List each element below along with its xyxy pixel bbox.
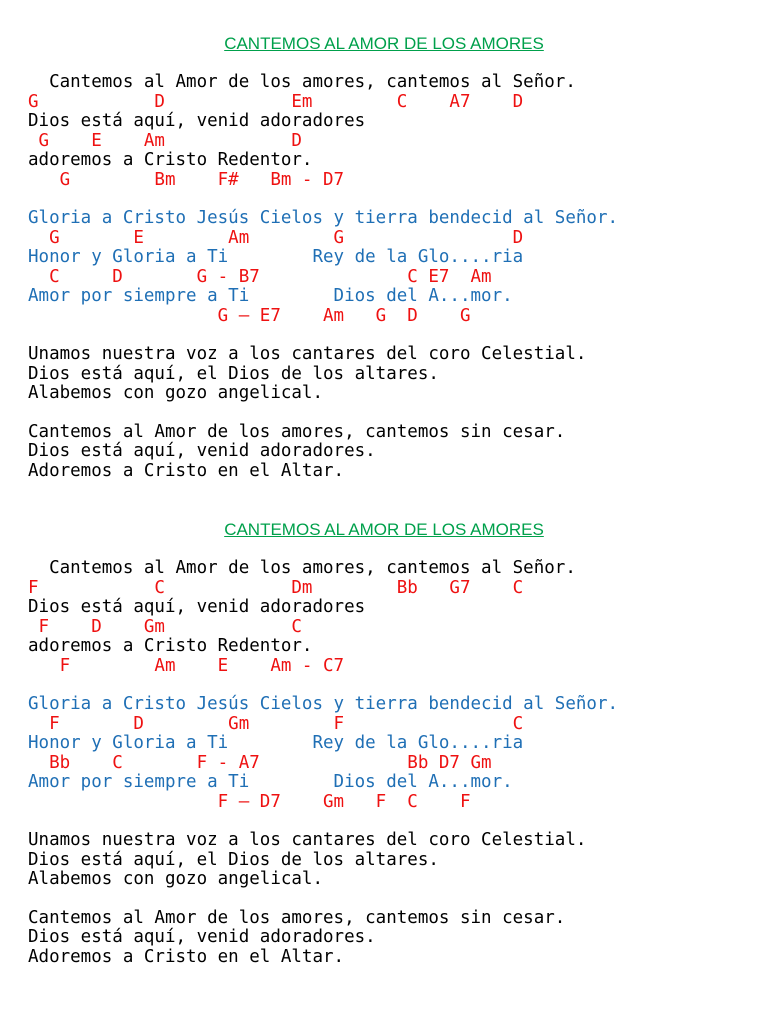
lyric-line: Alabemos con gozo angelical. — [28, 869, 324, 889]
chord-line: F C Dm Bb G7 C — [28, 578, 524, 598]
chord-line: C D G - B7 C E7 Am — [28, 267, 492, 287]
lyric-line: adoremos a Cristo Redentor. — [28, 150, 313, 170]
lyric-line: Unamos nuestra voz a los cantares del coro Celestial. — [28, 830, 587, 850]
lyric-line: Alabemos con gozo angelical. — [28, 383, 324, 403]
chord-line: F D Gm C — [28, 617, 302, 637]
chorus-line: Honor y Gloria a Ti Rey de la Glo....ria — [28, 247, 524, 267]
chord-line: F Am E Am - C7 — [28, 656, 345, 676]
chorus-line: Gloria a Cristo Jesús Cielos y tierra bendecid al Señor. — [28, 208, 619, 228]
chord-line: G – E7 Am G D G — [28, 306, 471, 326]
chorus-line: Honor y Gloria a Ti Rey de la Glo....ria — [28, 733, 524, 753]
lyric-line: Dios está aquí, el Dios de los altares. — [28, 364, 439, 384]
song-title: CANTEMOS AL AMOR DE LOS AMORES — [224, 34, 544, 53]
lyric-line: adoremos a Cristo Redentor. — [28, 636, 313, 656]
lyric-line: Adoremos a Cristo en el Altar. — [28, 947, 345, 967]
chord-line: F – D7 Gm F C F — [28, 792, 471, 812]
song-title: CANTEMOS AL AMOR DE LOS AMORES — [224, 520, 544, 539]
lyric-line: Cantemos al Amor de los amores, cantemos al Señor. — [28, 558, 576, 578]
lyric-line: Unamos nuestra voz a los cantares del coro Celestial. — [28, 344, 587, 364]
chord-line: Bb C F - A7 Bb D7 Gm — [28, 753, 492, 773]
chorus-line: Gloria a Cristo Jesús Cielos y tierra bendecid al Señor. — [28, 694, 619, 714]
lyric-line: Dios está aquí, venid adoradores — [28, 597, 366, 617]
lyric-line: Cantemos al Amor de los amores, cantemos al Señor. — [28, 72, 576, 92]
lyric-line: Cantemos al Amor de los amores, cantemos sin cesar. — [28, 908, 566, 928]
lyric-line: Dios está aquí, venid adoradores. — [28, 441, 376, 461]
lyric-line: Cantemos al Amor de los amores, cantemos sin cesar. — [28, 422, 566, 442]
chorus-line: Amor por siempre a Ti Dios del A...mor. — [28, 286, 513, 306]
chord-line: G E Am G D — [28, 228, 524, 248]
chord-line: G E Am D — [28, 131, 302, 151]
lyric-line: Dios está aquí, venid adoradores. — [28, 927, 376, 947]
chord-line: G Bm F# Bm - D7 — [28, 170, 345, 190]
lyric-line: Adoremos a Cristo en el Altar. — [28, 461, 345, 481]
lyric-line: Dios está aquí, venid adoradores — [28, 111, 366, 131]
chord-line: F D Gm F C — [28, 714, 524, 734]
lyric-line: Dios está aquí, el Dios de los altares. — [28, 850, 439, 870]
chorus-line: Amor por siempre a Ti Dios del A...mor. — [28, 772, 513, 792]
chord-line: G D Em C A7 D — [28, 92, 524, 112]
